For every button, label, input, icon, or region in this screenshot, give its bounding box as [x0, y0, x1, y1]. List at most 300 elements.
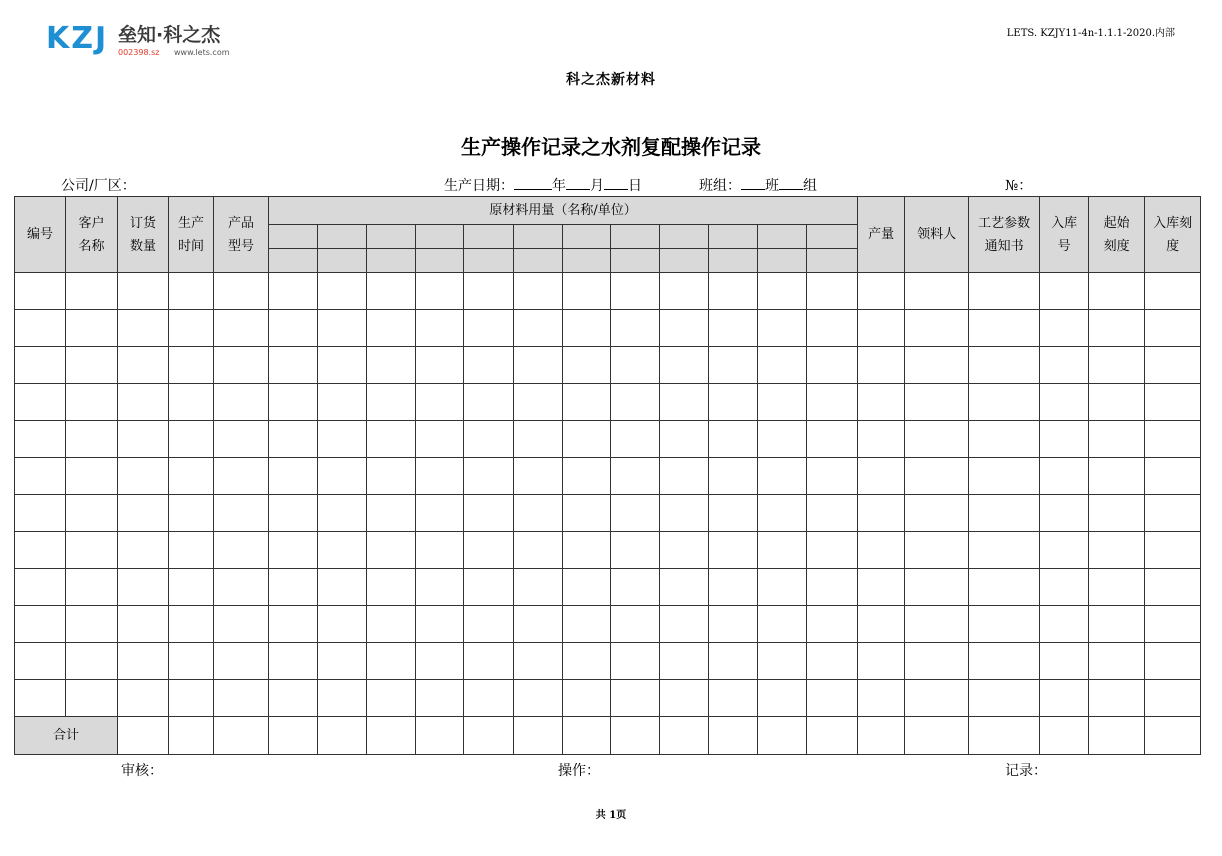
table-cell[interactable] — [514, 606, 563, 643]
table-cell[interactable] — [758, 643, 807, 680]
table-cell[interactable] — [563, 310, 611, 347]
material-subheader-cell[interactable] — [709, 225, 758, 249]
table-cell[interactable] — [660, 347, 709, 384]
table-cell[interactable] — [15, 606, 66, 643]
table-cell[interactable] — [514, 421, 563, 458]
table-cell[interactable] — [416, 606, 464, 643]
total-cell[interactable] — [563, 717, 611, 755]
table-cell[interactable] — [660, 606, 709, 643]
table-cell[interactable] — [1089, 495, 1145, 532]
table-cell[interactable] — [1145, 421, 1201, 458]
table-cell[interactable] — [464, 421, 514, 458]
table-cell[interactable] — [15, 458, 66, 495]
table-cell[interactable] — [611, 310, 660, 347]
material-subheader-cell[interactable] — [807, 225, 858, 249]
table-cell[interactable] — [905, 458, 969, 495]
table-cell[interactable] — [758, 458, 807, 495]
table-cell[interactable] — [969, 495, 1040, 532]
table-cell[interactable] — [367, 680, 416, 717]
table-cell[interactable] — [269, 606, 318, 643]
table-cell[interactable] — [969, 458, 1040, 495]
table-cell[interactable] — [118, 421, 169, 458]
table-cell[interactable] — [969, 310, 1040, 347]
table-cell[interactable] — [1145, 310, 1201, 347]
total-cell[interactable] — [709, 717, 758, 755]
table-cell[interactable] — [611, 347, 660, 384]
table-cell[interactable] — [514, 384, 563, 421]
table-cell[interactable] — [660, 532, 709, 569]
material-subheader-cell[interactable] — [611, 249, 660, 273]
table-cell[interactable] — [269, 310, 318, 347]
table-cell[interactable] — [118, 606, 169, 643]
table-cell[interactable] — [169, 310, 214, 347]
table-cell[interactable] — [214, 310, 269, 347]
table-cell[interactable] — [1040, 606, 1089, 643]
table-cell[interactable] — [464, 495, 514, 532]
table-cell[interactable] — [464, 680, 514, 717]
table-cell[interactable] — [464, 458, 514, 495]
table-cell[interactable] — [118, 643, 169, 680]
table-cell[interactable] — [269, 643, 318, 680]
total-cell[interactable] — [214, 717, 269, 755]
table-cell[interactable] — [118, 347, 169, 384]
table-cell[interactable] — [66, 643, 118, 680]
table-cell[interactable] — [464, 532, 514, 569]
table-cell[interactable] — [514, 532, 563, 569]
table-cell[interactable] — [514, 680, 563, 717]
table-cell[interactable] — [118, 273, 169, 310]
table-cell[interactable] — [858, 569, 905, 606]
table-cell[interactable] — [514, 347, 563, 384]
table-cell[interactable] — [15, 421, 66, 458]
table-cell[interactable] — [1040, 643, 1089, 680]
table-cell[interactable] — [416, 495, 464, 532]
table-cell[interactable] — [1089, 310, 1145, 347]
table-cell[interactable] — [318, 532, 367, 569]
table-cell[interactable] — [318, 347, 367, 384]
table-cell[interactable] — [169, 421, 214, 458]
table-cell[interactable] — [660, 273, 709, 310]
table-cell[interactable] — [858, 458, 905, 495]
table-cell[interactable] — [758, 569, 807, 606]
table-cell[interactable] — [66, 421, 118, 458]
table-cell[interactable] — [464, 384, 514, 421]
table-cell[interactable] — [660, 569, 709, 606]
table-cell[interactable] — [709, 273, 758, 310]
table-cell[interactable] — [169, 458, 214, 495]
table-cell[interactable] — [858, 532, 905, 569]
table-cell[interactable] — [709, 643, 758, 680]
table-cell[interactable] — [807, 384, 858, 421]
table-cell[interactable] — [15, 310, 66, 347]
table-cell[interactable] — [905, 532, 969, 569]
material-subheader-cell[interactable] — [660, 249, 709, 273]
table-cell[interactable] — [214, 273, 269, 310]
table-cell[interactable] — [214, 643, 269, 680]
table-cell[interactable] — [1089, 680, 1145, 717]
table-cell[interactable] — [66, 273, 118, 310]
table-cell[interactable] — [318, 421, 367, 458]
table-cell[interactable] — [15, 347, 66, 384]
table-cell[interactable] — [611, 273, 660, 310]
table-cell[interactable] — [169, 347, 214, 384]
total-cell[interactable] — [807, 717, 858, 755]
material-subheader-cell[interactable] — [464, 225, 514, 249]
total-cell[interactable] — [1145, 717, 1201, 755]
material-subheader-cell[interactable] — [367, 225, 416, 249]
table-cell[interactable] — [416, 680, 464, 717]
table-cell[interactable] — [514, 495, 563, 532]
total-cell[interactable] — [318, 717, 367, 755]
table-cell[interactable] — [807, 421, 858, 458]
table-cell[interactable] — [709, 421, 758, 458]
table-cell[interactable] — [709, 310, 758, 347]
table-cell[interactable] — [1040, 384, 1089, 421]
table-cell[interactable] — [807, 310, 858, 347]
material-subheader-cell[interactable] — [318, 225, 367, 249]
table-cell[interactable] — [563, 532, 611, 569]
table-cell[interactable] — [807, 680, 858, 717]
table-cell[interactable] — [611, 384, 660, 421]
table-cell[interactable] — [563, 458, 611, 495]
table-cell[interactable] — [807, 532, 858, 569]
table-cell[interactable] — [709, 532, 758, 569]
table-cell[interactable] — [1089, 643, 1145, 680]
table-cell[interactable] — [660, 421, 709, 458]
table-cell[interactable] — [416, 310, 464, 347]
table-cell[interactable] — [1089, 569, 1145, 606]
material-subheader-cell[interactable] — [758, 225, 807, 249]
table-cell[interactable] — [15, 273, 66, 310]
table-cell[interactable] — [905, 606, 969, 643]
table-cell[interactable] — [464, 310, 514, 347]
table-cell[interactable] — [858, 347, 905, 384]
table-cell[interactable] — [15, 569, 66, 606]
table-cell[interactable] — [611, 495, 660, 532]
table-cell[interactable] — [169, 643, 214, 680]
table-cell[interactable] — [969, 347, 1040, 384]
table-cell[interactable] — [1040, 273, 1089, 310]
table-cell[interactable] — [464, 606, 514, 643]
table-cell[interactable] — [169, 606, 214, 643]
table-cell[interactable] — [563, 569, 611, 606]
table-cell[interactable] — [1145, 569, 1201, 606]
table-cell[interactable] — [807, 643, 858, 680]
table-cell[interactable] — [563, 643, 611, 680]
table-cell[interactable] — [318, 569, 367, 606]
table-cell[interactable] — [269, 495, 318, 532]
table-cell[interactable] — [214, 532, 269, 569]
table-cell[interactable] — [416, 384, 464, 421]
table-cell[interactable] — [15, 495, 66, 532]
table-cell[interactable] — [66, 310, 118, 347]
total-cell[interactable] — [416, 717, 464, 755]
table-cell[interactable] — [367, 310, 416, 347]
material-subheader-cell[interactable] — [514, 225, 563, 249]
table-cell[interactable] — [1145, 532, 1201, 569]
table-cell[interactable] — [1040, 421, 1089, 458]
total-cell[interactable] — [464, 717, 514, 755]
table-cell[interactable] — [269, 421, 318, 458]
total-cell[interactable] — [858, 717, 905, 755]
table-cell[interactable] — [611, 532, 660, 569]
material-subheader-cell[interactable] — [563, 249, 611, 273]
material-subheader-cell[interactable] — [318, 249, 367, 273]
table-cell[interactable] — [758, 384, 807, 421]
table-cell[interactable] — [269, 347, 318, 384]
table-cell[interactable] — [611, 458, 660, 495]
table-cell[interactable] — [807, 347, 858, 384]
total-cell[interactable] — [660, 717, 709, 755]
table-cell[interactable] — [464, 347, 514, 384]
table-cell[interactable] — [858, 606, 905, 643]
table-cell[interactable] — [318, 495, 367, 532]
total-cell[interactable] — [1089, 717, 1145, 755]
table-cell[interactable] — [318, 310, 367, 347]
material-subheader-cell[interactable] — [269, 225, 318, 249]
table-cell[interactable] — [118, 569, 169, 606]
table-cell[interactable] — [807, 495, 858, 532]
table-cell[interactable] — [514, 273, 563, 310]
table-cell[interactable] — [367, 532, 416, 569]
table-cell[interactable] — [969, 643, 1040, 680]
table-cell[interactable] — [367, 643, 416, 680]
table-cell[interactable] — [66, 569, 118, 606]
table-cell[interactable] — [563, 384, 611, 421]
material-subheader-cell[interactable] — [464, 249, 514, 273]
table-cell[interactable] — [969, 273, 1040, 310]
table-cell[interactable] — [1040, 569, 1089, 606]
table-cell[interactable] — [969, 384, 1040, 421]
material-subheader-cell[interactable] — [416, 225, 464, 249]
table-cell[interactable] — [905, 495, 969, 532]
table-cell[interactable] — [1040, 495, 1089, 532]
table-cell[interactable] — [709, 569, 758, 606]
table-cell[interactable] — [66, 680, 118, 717]
table-cell[interactable] — [367, 458, 416, 495]
table-cell[interactable] — [905, 310, 969, 347]
table-cell[interactable] — [858, 310, 905, 347]
table-cell[interactable] — [969, 421, 1040, 458]
table-cell[interactable] — [858, 273, 905, 310]
table-cell[interactable] — [318, 643, 367, 680]
total-cell[interactable] — [269, 717, 318, 755]
table-cell[interactable] — [214, 421, 269, 458]
table-cell[interactable] — [660, 310, 709, 347]
total-cell[interactable] — [758, 717, 807, 755]
table-cell[interactable] — [66, 495, 118, 532]
table-cell[interactable] — [1145, 347, 1201, 384]
table-cell[interactable] — [1145, 458, 1201, 495]
table-cell[interactable] — [1145, 643, 1201, 680]
table-cell[interactable] — [807, 273, 858, 310]
table-cell[interactable] — [169, 532, 214, 569]
table-cell[interactable] — [807, 569, 858, 606]
table-cell[interactable] — [169, 680, 214, 717]
table-cell[interactable] — [1145, 273, 1201, 310]
table-cell[interactable] — [905, 643, 969, 680]
table-cell[interactable] — [1145, 384, 1201, 421]
table-cell[interactable] — [214, 606, 269, 643]
table-cell[interactable] — [169, 384, 214, 421]
table-cell[interactable] — [66, 458, 118, 495]
table-cell[interactable] — [563, 347, 611, 384]
table-cell[interactable] — [858, 421, 905, 458]
table-cell[interactable] — [1089, 273, 1145, 310]
table-cell[interactable] — [66, 347, 118, 384]
table-cell[interactable] — [611, 421, 660, 458]
table-cell[interactable] — [318, 384, 367, 421]
material-subheader-cell[interactable] — [416, 249, 464, 273]
table-cell[interactable] — [660, 680, 709, 717]
table-cell[interactable] — [563, 273, 611, 310]
table-cell[interactable] — [1089, 421, 1145, 458]
table-cell[interactable] — [269, 569, 318, 606]
table-cell[interactable] — [269, 273, 318, 310]
table-cell[interactable] — [318, 458, 367, 495]
table-cell[interactable] — [367, 569, 416, 606]
table-cell[interactable] — [858, 495, 905, 532]
table-cell[interactable] — [709, 347, 758, 384]
table-cell[interactable] — [563, 680, 611, 717]
table-cell[interactable] — [514, 310, 563, 347]
table-cell[interactable] — [15, 643, 66, 680]
table-cell[interactable] — [214, 458, 269, 495]
table-cell[interactable] — [709, 680, 758, 717]
table-cell[interactable] — [169, 495, 214, 532]
table-cell[interactable] — [66, 606, 118, 643]
total-cell[interactable] — [611, 717, 660, 755]
material-subheader-cell[interactable] — [367, 249, 416, 273]
material-subheader-cell[interactable] — [807, 249, 858, 273]
table-cell[interactable] — [969, 532, 1040, 569]
total-cell[interactable] — [1040, 717, 1089, 755]
table-cell[interactable] — [1040, 680, 1089, 717]
table-cell[interactable] — [416, 458, 464, 495]
table-cell[interactable] — [758, 680, 807, 717]
table-cell[interactable] — [905, 347, 969, 384]
table-cell[interactable] — [1089, 458, 1145, 495]
table-cell[interactable] — [969, 680, 1040, 717]
table-cell[interactable] — [611, 569, 660, 606]
table-cell[interactable] — [214, 680, 269, 717]
table-cell[interactable] — [1089, 532, 1145, 569]
total-cell[interactable] — [169, 717, 214, 755]
table-cell[interactable] — [15, 680, 66, 717]
table-cell[interactable] — [563, 495, 611, 532]
total-cell[interactable] — [367, 717, 416, 755]
table-cell[interactable] — [660, 643, 709, 680]
table-cell[interactable] — [318, 606, 367, 643]
material-subheader-cell[interactable] — [758, 249, 807, 273]
table-cell[interactable] — [214, 495, 269, 532]
table-cell[interactable] — [858, 384, 905, 421]
table-cell[interactable] — [1089, 606, 1145, 643]
table-cell[interactable] — [214, 384, 269, 421]
table-cell[interactable] — [214, 569, 269, 606]
table-cell[interactable] — [169, 569, 214, 606]
table-cell[interactable] — [1145, 680, 1201, 717]
material-subheader-cell[interactable] — [611, 225, 660, 249]
table-cell[interactable] — [416, 643, 464, 680]
table-cell[interactable] — [269, 532, 318, 569]
table-cell[interactable] — [118, 310, 169, 347]
table-cell[interactable] — [611, 606, 660, 643]
total-cell[interactable] — [969, 717, 1040, 755]
table-cell[interactable] — [1040, 347, 1089, 384]
table-cell[interactable] — [367, 384, 416, 421]
table-cell[interactable] — [1145, 495, 1201, 532]
table-cell[interactable] — [858, 643, 905, 680]
material-subheader-cell[interactable] — [514, 249, 563, 273]
table-cell[interactable] — [269, 384, 318, 421]
total-cell[interactable] — [905, 717, 969, 755]
table-cell[interactable] — [709, 458, 758, 495]
table-cell[interactable] — [269, 680, 318, 717]
table-cell[interactable] — [118, 384, 169, 421]
table-cell[interactable] — [1145, 606, 1201, 643]
table-cell[interactable] — [1040, 532, 1089, 569]
table-cell[interactable] — [416, 569, 464, 606]
material-subheader-cell[interactable] — [709, 249, 758, 273]
table-cell[interactable] — [367, 273, 416, 310]
table-cell[interactable] — [758, 421, 807, 458]
table-cell[interactable] — [709, 606, 758, 643]
table-cell[interactable] — [514, 458, 563, 495]
table-cell[interactable] — [969, 606, 1040, 643]
table-cell[interactable] — [416, 421, 464, 458]
table-cell[interactable] — [660, 458, 709, 495]
table-cell[interactable] — [611, 680, 660, 717]
table-cell[interactable] — [758, 347, 807, 384]
table-cell[interactable] — [367, 347, 416, 384]
table-cell[interactable] — [905, 273, 969, 310]
table-cell[interactable] — [269, 458, 318, 495]
material-subheader-cell[interactable] — [563, 225, 611, 249]
table-cell[interactable] — [758, 310, 807, 347]
table-cell[interactable] — [1089, 384, 1145, 421]
table-cell[interactable] — [118, 495, 169, 532]
table-cell[interactable] — [15, 384, 66, 421]
table-cell[interactable] — [905, 680, 969, 717]
table-cell[interactable] — [66, 384, 118, 421]
table-cell[interactable] — [807, 606, 858, 643]
table-cell[interactable] — [464, 569, 514, 606]
material-subheader-cell[interactable] — [269, 249, 318, 273]
table-cell[interactable] — [367, 495, 416, 532]
table-cell[interactable] — [367, 606, 416, 643]
table-cell[interactable] — [758, 606, 807, 643]
table-cell[interactable] — [318, 680, 367, 717]
table-cell[interactable] — [758, 495, 807, 532]
table-cell[interactable] — [1040, 458, 1089, 495]
table-cell[interactable] — [969, 569, 1040, 606]
table-cell[interactable] — [118, 458, 169, 495]
table-cell[interactable] — [15, 532, 66, 569]
table-cell[interactable] — [416, 273, 464, 310]
table-cell[interactable] — [709, 495, 758, 532]
table-cell[interactable] — [905, 384, 969, 421]
table-cell[interactable] — [318, 273, 367, 310]
material-subheader-cell[interactable] — [660, 225, 709, 249]
table-cell[interactable] — [464, 273, 514, 310]
table-cell[interactable] — [858, 680, 905, 717]
table-cell[interactable] — [118, 532, 169, 569]
table-cell[interactable] — [758, 273, 807, 310]
table-cell[interactable] — [660, 495, 709, 532]
table-cell[interactable] — [169, 273, 214, 310]
table-cell[interactable] — [807, 458, 858, 495]
